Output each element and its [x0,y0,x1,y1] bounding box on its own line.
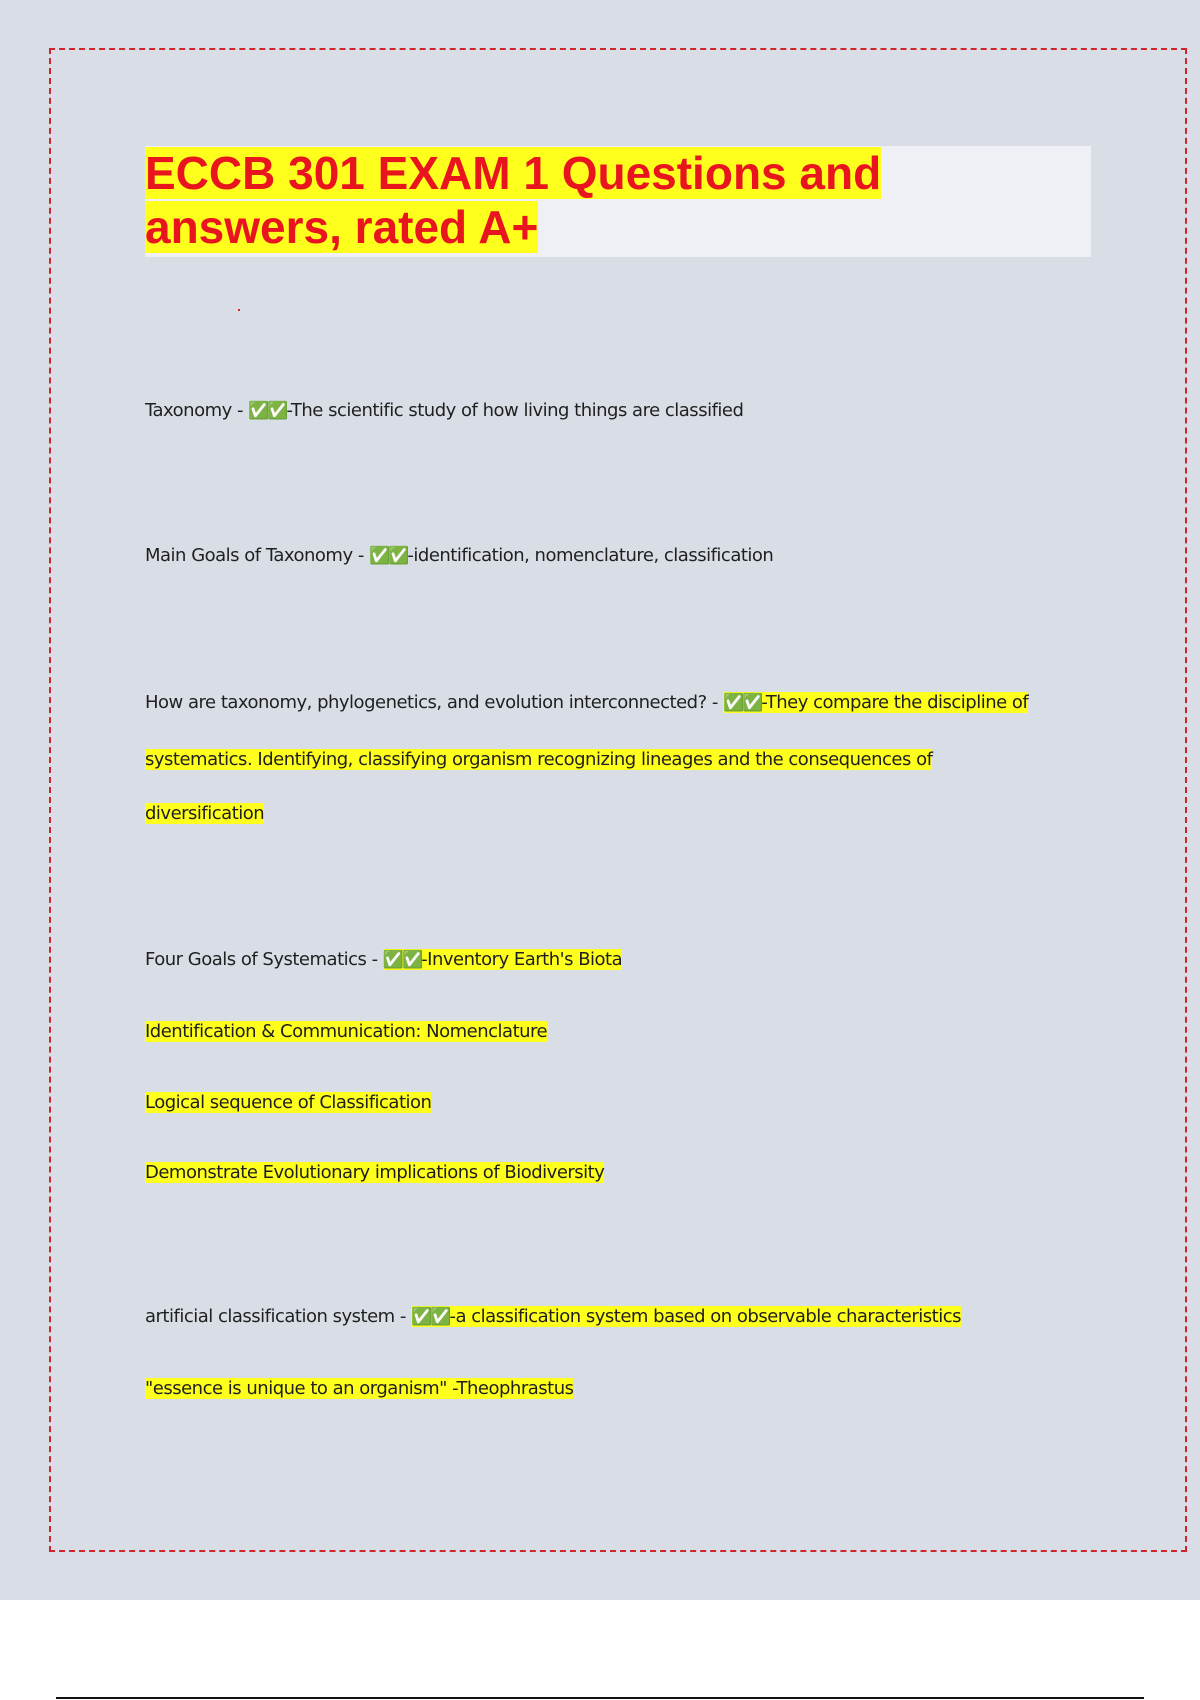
qa-item-taxonomy [145,400,743,421]
qa-item-four-goals [145,949,622,970]
answer-continuation [145,749,932,770]
qa-item-main-goals [145,545,773,566]
answer-text: systematics. Identifying, classifying organism recognizing lineages and the consequences of [145,749,933,770]
question-text: Taxonomy - [145,400,249,421]
stray-dot [238,309,240,311]
qa-item-artificial-classification [145,1306,961,1327]
answer-continuation [145,1162,604,1183]
answer-text: Logical sequence of Classification [145,1092,432,1113]
answer-continuation [145,803,264,824]
double-check-icon: ✅✅ [411,1307,450,1327]
answer-text: "essence is unique to an organism" -Theophrastus [145,1378,574,1399]
double-check-icon: ✅✅ [248,401,287,421]
qa-item-interconnected [145,692,1028,713]
answer-text: -The scientific study of how living things are classified [286,400,744,421]
document-title [145,146,925,254]
double-check-icon: ✅✅ [723,693,762,713]
answer-continuation [145,1092,431,1113]
answer-text: Identification & Communication: Nomenclature [145,1021,548,1042]
question-text: artificial classification system - [145,1306,412,1327]
title-line-2: answers, rated A+ [145,201,539,253]
answer-text: -a classification system based on observable characteristics [449,1306,961,1327]
double-check-icon: ✅✅ [369,546,408,566]
answer-text: diversification [145,803,265,824]
title-line-1: ECCB 301 EXAM 1 Questions and [145,147,882,199]
bottom-divider [56,1697,1144,1699]
answer-continuation [145,1378,573,1399]
question-text: Four Goals of Systematics - [145,949,383,970]
answer-text: -Inventory Earth's Biota [421,949,623,970]
answer-text: Demonstrate Evolutionary implications of Biodiversity [145,1162,605,1183]
answer-continuation [145,1021,547,1042]
answer-text: -identification, nomenclature, classification [407,545,774,566]
question-text: How are taxonomy, phylogenetics, and evolution interconnected? - [145,692,724,713]
answer-text: -They compare the discipline of [761,692,1029,713]
double-check-icon: ✅✅ [382,950,422,970]
question-text: Main Goals of Taxonomy - [145,545,370,566]
